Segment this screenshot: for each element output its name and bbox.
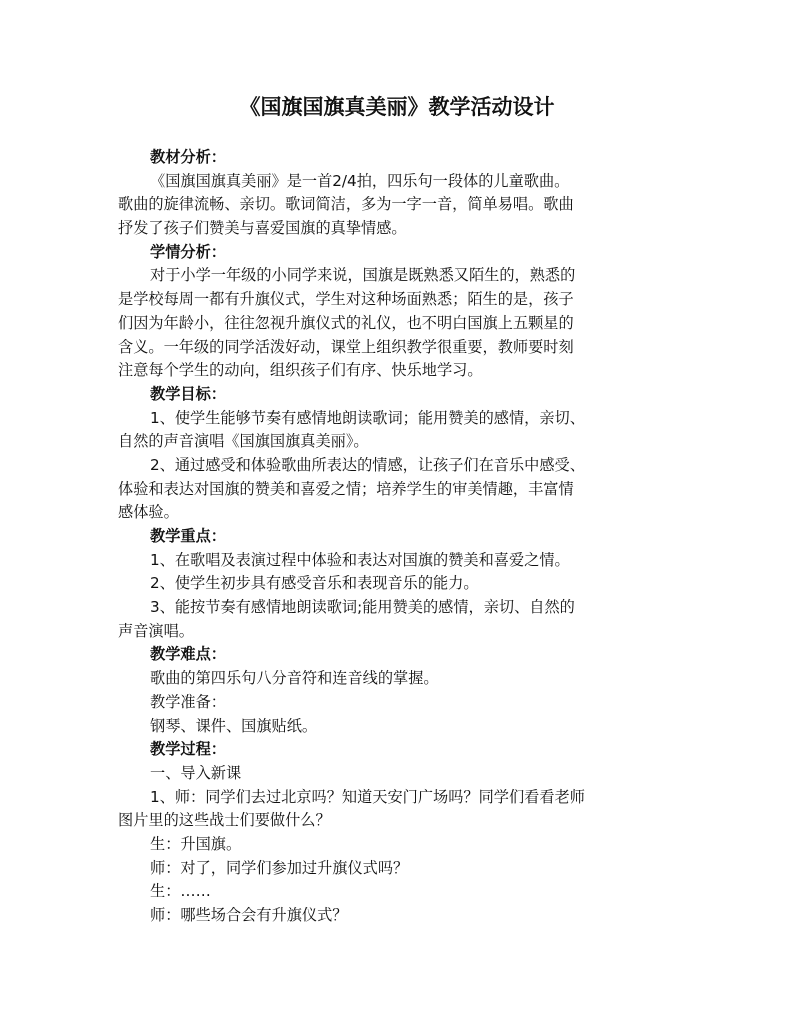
paragraph-line: 歌曲的旋律流畅、亲切。歌词简洁，多为一字一音，简单易唱。歌曲 — [118, 195, 574, 214]
paragraph-line: 抒发了孩子们赞美与喜爱国旗的真挚情感。 — [118, 219, 407, 238]
paragraph-line: 3、能按节奏有感情地朗读歌词;能用赞美的感情，亲切、自然的 — [150, 598, 575, 617]
paragraph-line: 1、使学生能够节奏有感情地朗读歌词；能用赞美的感情，亲切、 — [150, 408, 585, 427]
document-body — [118, 146, 678, 928]
paragraph-line: 注意每个学生的动向，组织孩子们有序、快乐地学习。 — [118, 361, 483, 380]
paragraph-line: 教学准备： — [150, 692, 226, 711]
paragraph-line: 一、导入新课 — [150, 763, 242, 782]
paragraph-line: 对于小学一年级的小同学来说，国旗是既熟悉又陌生的，熟悉的 — [150, 266, 576, 285]
paragraph-line: 生：升国旗。 — [150, 834, 242, 853]
paragraph-line: 1、师：同学们去过北京吗？知道天安门广场吗？同学们看看老师 — [150, 787, 585, 806]
paragraph-line: 感体验。 — [118, 503, 179, 522]
paragraph-line: 2、使学生初步具有感受音乐和表现音乐的能力。 — [150, 574, 479, 593]
paragraph-line: 含义。一年级的同学活泼好动，课堂上组织教学很重要，教师要时刻 — [118, 337, 574, 356]
paragraph-line: 2、通过感受和体验歌曲所表达的情感，让孩子们在音乐中感受、 — [150, 455, 585, 474]
section-heading: 教学过程： — [150, 740, 226, 759]
paragraph-line: 师：哪些场合会有升旗仪式？ — [150, 906, 348, 924]
paragraph-line: 自然的声音演唱《国旗国旗真美丽》。 — [118, 432, 369, 451]
paragraph-line: 生：…… — [150, 882, 211, 901]
paragraph-line: 是学校每周一都有升旗仪式，学生对这种场面熟悉；陌生的是，孩子 — [118, 290, 574, 309]
paragraph-line: 体验和表达对国旗的赞美和喜爱之情；培养学生的审美情趣，丰富情 — [118, 479, 574, 498]
paragraph-line: 歌曲的第四乐句八分音符和连音线的掌握。 — [150, 669, 439, 688]
section-heading: 教学目标： — [150, 384, 226, 403]
section-heading: 教学重点： — [150, 527, 226, 545]
section-heading: 学情分析： — [150, 242, 226, 261]
document-title: 《国旗国旗真美丽》教学活动设计 — [239, 95, 555, 119]
paragraph-line: 们因为年龄小，往往忽视升旗仪式的礼仪，也不明白国旗上五颗星的 — [118, 313, 574, 332]
paragraph-line: 图片里的这些战士们要做什么？ — [118, 811, 331, 830]
paragraph-line: 1、在歌唱及表演过程中体验和表达对国旗的赞美和喜爱之情。 — [150, 550, 570, 569]
section-heading: 教学难点： — [150, 645, 226, 664]
paragraph-line: 声音演唱。 — [118, 621, 194, 640]
paragraph-line: 《国旗国旗真美丽》是一首2/4拍，四乐句一段体的儿童歌曲。 — [150, 171, 570, 190]
paragraph-line: 师：对了，同学们参加过升旗仪式吗？ — [150, 858, 409, 877]
section-heading: 教材分析： — [150, 148, 226, 166]
paragraph-line: 钢琴、课件、国旗贴纸。 — [150, 716, 318, 735]
